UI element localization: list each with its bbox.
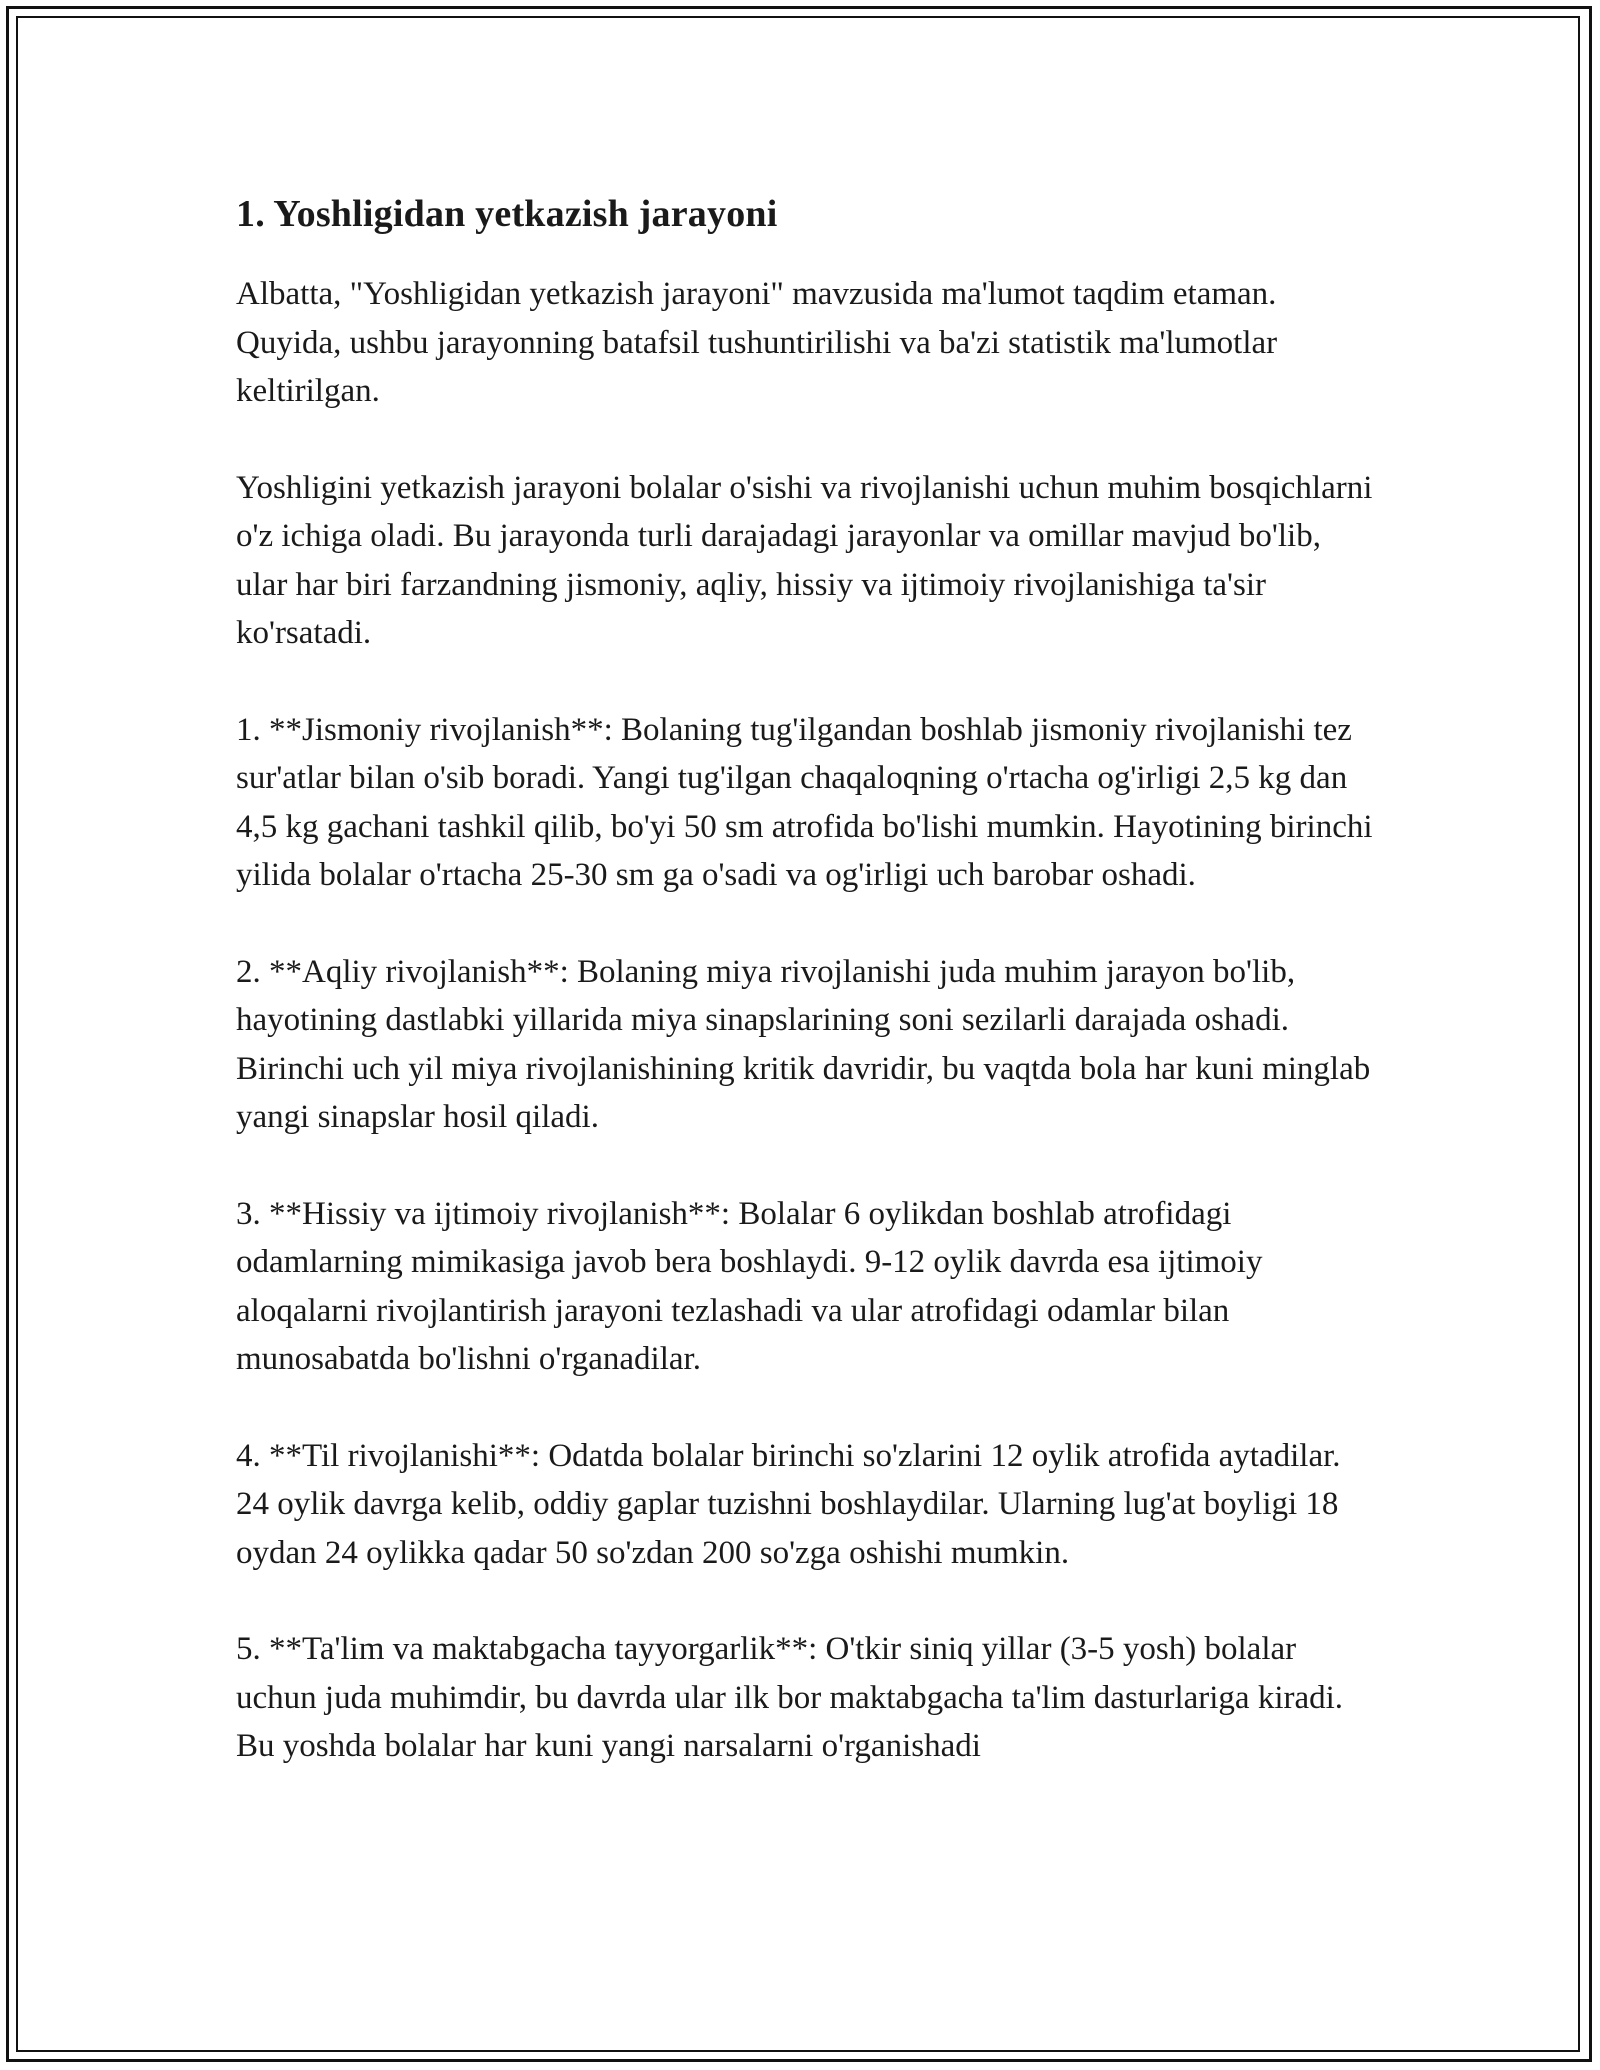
mental-development-paragraph: 2. **Aqliy rivojlanish**: Bolaning miya rivojlanishi juda muhim jarayon bo'lib, hayotining dastlabki yillarida miya sinapslarining soni sezilarli darajada oshadi. Birinchi uch yil miya rivojlanishining kritik davridir, bu vaqtda bola har kuni minglab yangi sinapslar hosil qiladi. (236, 953, 1371, 1135)
document-title: 1. Yoshligidan yetkazish jarayoni (236, 193, 778, 235)
document-body (236, 188, 1376, 1819)
overview-paragraph: Yoshligini yetkazish jarayoni bolalar o'sishi va rivojlanishi uchun muhim bosqichlarni o'z ichiga oladi. Bu jarayonda turli darajadagi jarayonlar va omillar mavjud bo'lib, ular har biri farzandning jismoniy, aqliy, hissiy va ijtimoiy rivojlanishiga ta'sir ko'rsatadi. (236, 469, 1373, 651)
language-development-paragraph: 4. **Til rivojlanishi**: Odatda bolalar birinchi so'zlarini 12 oylik atrofida aytadilar. 24 oylik davrga kelib, oddiy gaplar tuzishni boshlaydilar. Ularning lug'at boyligi 18 oydan 24 oylikka qadar 50 so'zdan 200 so'zga oshishi mumkin. (236, 1437, 1341, 1571)
intro-paragraph: Albatta, "Yoshligidan yetkazish jarayoni" mavzusida ma'lumot taqdim etaman. Quyida, ushbu jarayonning batafsil tushuntirilishi va ba'zi statistik ma'lumotlar keltirilgan. (236, 276, 1278, 409)
preschool-education-paragraph: 5. **Ta'lim va maktabgacha tayyorgarlik**: O'tkir siniq yillar (3-5 yosh) bolalar uchun juda muhimdir, bu davrda ular ilk bor maktabgacha ta'lim dasturlariga kiradi. Bu yoshda bolalar har kuni yangi narsalarni o'rganishadi (236, 1631, 1344, 1764)
physical-development-paragraph: 1. **Jismoniy rivojlanish**: Bolaning tug'ilgandan boshlab jismoniy rivojlanishi tez sur'atlar bilan o'sib boradi. Yangi tug'ilgan chaqaloqning o'rtacha og'irligi 2,5 kg dan 4,5 kg gachani tashkil qilib, bo'yi 50 sm atrofida bo'lishi mumkin. Hayotining birinchi yilida bolalar o'rtacha 25-30 sm ga o'sadi va og'irligi uch barobar oshadi. (236, 711, 1373, 893)
emotional-social-development-paragraph: 3. **Hissiy va ijtimoiy rivojlanish**: Bolalar 6 oylikdan boshlab atrofidagi odamlarning mimikasiga javob bera boshlaydi. 9-12 oylik davrda esa ijtimoiy aloqalarni rivojlantirish jarayoni tezlashadi va ular atrofidagi odamlar bilan munosabatda bo'lishni o'rganadilar. (236, 1195, 1263, 1377)
